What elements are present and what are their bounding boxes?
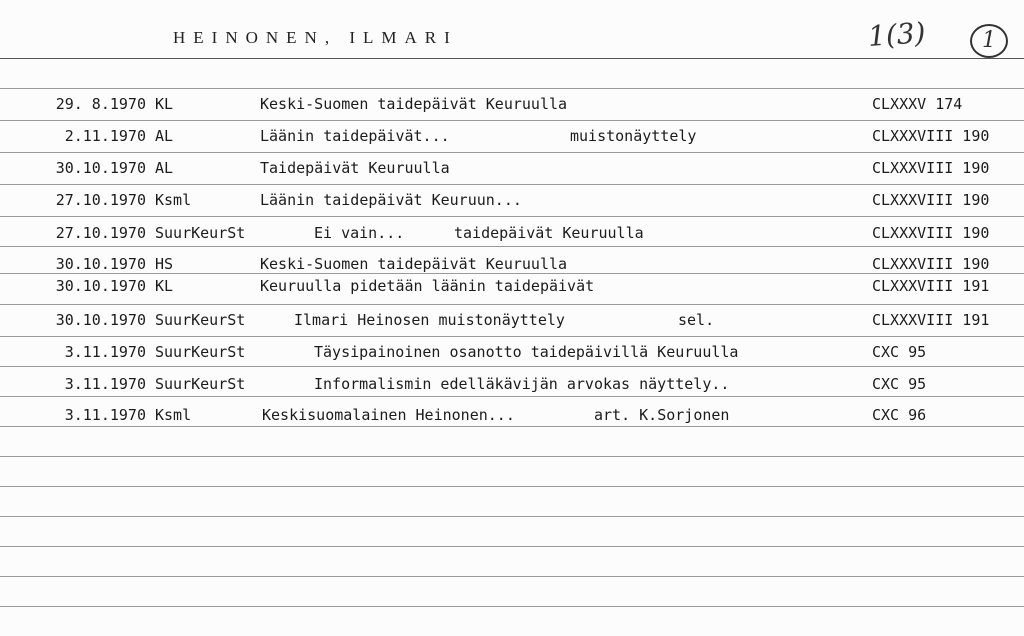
entry-note: sel. xyxy=(678,311,715,329)
ruled-line xyxy=(0,304,1024,305)
entry-title: Ilmari Heinosen muistonäyttely xyxy=(294,311,565,329)
entry-row xyxy=(0,375,1024,397)
entry-source: Ksml xyxy=(155,191,192,209)
entry-row xyxy=(0,224,1024,246)
entry-date: 30.10.1970 xyxy=(55,159,146,177)
header-rule xyxy=(0,58,1024,59)
entry-title: Keuruulla pidetään läänin taidepäivät xyxy=(260,277,595,295)
entry-ref: CLXXXVIII 190 xyxy=(872,159,990,177)
entry-date: 27.10.1970 xyxy=(55,224,146,242)
entry-row xyxy=(0,343,1024,365)
ruled-line xyxy=(0,120,1024,121)
ruled-line xyxy=(0,516,1024,517)
entry-date: 3.11.1970 xyxy=(64,343,146,361)
entry-ref: CXC 95 xyxy=(872,343,927,361)
ruled-line xyxy=(0,546,1024,547)
circled-number: 1 xyxy=(970,24,1008,58)
entry-ref: CLXXXVIII 191 xyxy=(872,277,990,295)
entry-source: AL xyxy=(155,127,174,145)
entry-ref: CLXXXVIII 190 xyxy=(872,224,990,242)
ruled-line xyxy=(0,216,1024,217)
entry-note: muistonäyttely xyxy=(570,127,697,145)
entry-date: 27.10.1970 xyxy=(55,191,146,209)
entry-ref: CLXXXV 174 xyxy=(872,95,963,113)
entry-date: 3.11.1970 xyxy=(64,375,146,393)
entry-title: Läänin taidepäivät Keuruun... xyxy=(260,191,522,209)
ruled-line xyxy=(0,486,1024,487)
entry-title: Keskisuomalainen Heinonen... xyxy=(262,406,515,424)
entry-row xyxy=(0,127,1024,149)
entry-row xyxy=(0,159,1024,181)
entry-ref: CLXXXVIII 190 xyxy=(872,255,990,273)
entry-title: Keski-Suomen taidepäivät Keuruulla xyxy=(260,95,568,113)
entry-ref: CLXXXVIII 190 xyxy=(872,191,990,209)
entry-source: SuurKeurSt xyxy=(155,224,246,242)
entry-source: Ksml xyxy=(155,406,192,424)
entry-date: 30.10.1970 xyxy=(55,277,146,295)
entry-note: art. K.Sorjonen xyxy=(594,406,730,424)
entry-source: SuurKeurSt xyxy=(155,375,246,393)
entry-ref: CLXXXVIII 190 xyxy=(872,127,990,145)
entry-source: KL xyxy=(155,95,174,113)
entry-ref: CXC 95 xyxy=(872,375,927,393)
entry-date: 30.10.1970 xyxy=(55,311,146,329)
entry-row xyxy=(0,255,1024,277)
entry-ref: CXC 96 xyxy=(872,406,927,424)
ruled-line xyxy=(0,184,1024,185)
entry-row xyxy=(0,311,1024,333)
entry-title: Keski-Suomen taidepäivät Keuruulla xyxy=(260,255,568,273)
entry-date: 29. 8.1970 xyxy=(55,95,146,113)
entry-title: Läänin taidepäivät... xyxy=(260,127,450,145)
entry-date: 2.11.1970 xyxy=(64,127,146,145)
entry-row xyxy=(0,277,1024,299)
ruled-line xyxy=(0,606,1024,607)
entry-title: Taidepäivät Keuruulla xyxy=(260,159,450,177)
entry-ref: CLXXXVIII 191 xyxy=(872,311,990,329)
ruled-line xyxy=(0,88,1024,89)
ruled-line xyxy=(0,576,1024,577)
entry-row xyxy=(0,95,1024,117)
entry-source: AL xyxy=(155,159,174,177)
entry-source: SuurKeurSt xyxy=(155,343,246,361)
entry-date: 30.10.1970 xyxy=(55,255,146,273)
entry-title: Täysipainoinen osanotto taidepäivillä Keuruulla xyxy=(314,343,739,361)
entry-row xyxy=(0,191,1024,213)
entry-note: taidepäivät Keuruulla xyxy=(454,224,644,242)
ruled-line xyxy=(0,366,1024,367)
ruled-line xyxy=(0,246,1024,247)
entry-source: SuurKeurSt xyxy=(155,311,246,329)
card-number: 1(3) xyxy=(866,16,927,53)
card-title: HEINONEN, ILMARI xyxy=(173,28,458,47)
entry-title: Informalismin edelläkävijän arvokas näyttely.. xyxy=(314,375,730,393)
entry-source: HS xyxy=(155,255,174,273)
ruled-line xyxy=(0,152,1024,153)
entry-source: KL xyxy=(155,277,174,295)
ruled-line xyxy=(0,336,1024,337)
ruled-line xyxy=(0,456,1024,457)
entry-date: 3.11.1970 xyxy=(64,406,146,424)
entry-title: Ei vain... xyxy=(314,224,405,242)
entry-row xyxy=(0,406,1024,428)
